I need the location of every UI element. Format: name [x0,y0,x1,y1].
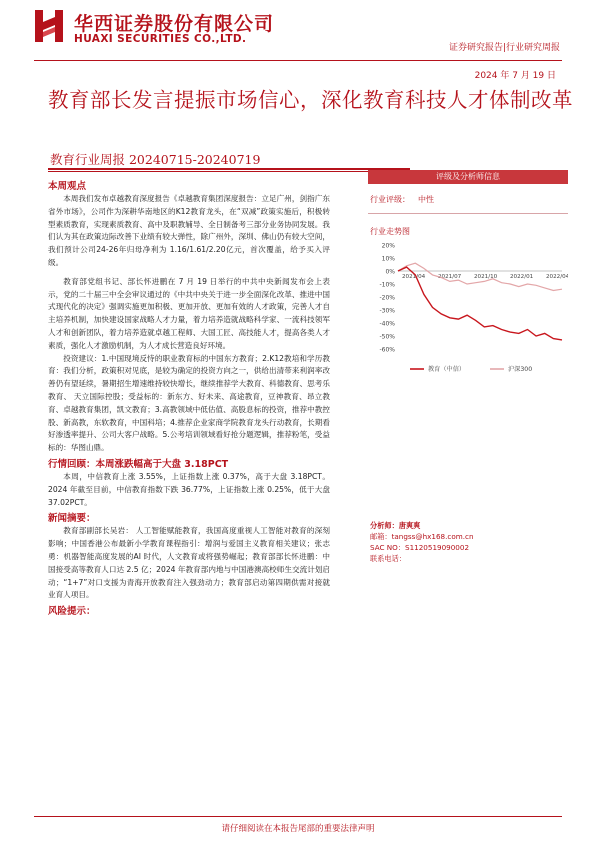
y-tick-label: -40% [379,320,395,328]
report-subtitle: 教育行业周报 20240715-20240719 [50,152,261,167]
sidebar-divider [368,213,568,214]
legend-label: 教育（中信） [428,366,466,373]
industry-trend-chart [368,239,568,379]
phone-label: 联系电话： [370,554,406,563]
summary-paragraph-2: 教育部党组书记、部长怀进鹏在 7 月 19 日举行的中共中央新闻发布会上表示，党的二十届三中全会审议通过的《中共中央关于进一步全面深化改革、推进中国式现代化的决定》强调实施更加积极、更加开放、更加有效的人才政策，完善人才自主培养机制，加快建设国家战略人才力量，着力培养造就战略科学家、一流科技领军人才和创新团队，着力培养造就卓越工程师、大国工匠、高技能人才，提高各类人才素质，强化人才激励机制，为人才成长营造良好环境。 [48,276,330,350]
huaxi-logo-icon [34,8,64,44]
x-tick-label: 2021/04 [402,274,426,280]
legend-label: 沪深300 [508,366,533,373]
sidebar [368,170,568,383]
y-tick-label: -20% [379,294,395,302]
analyst-label: 分析师： [370,521,399,530]
section-title-news: 新闻摘要： [48,513,96,525]
y-tick-label: 20% [381,242,395,250]
sidebar-box-title: 评级及分析师信息 [368,170,568,184]
x-tick-label: 2021/10 [474,274,498,280]
y-tick-label: -10% [379,281,395,289]
report-title: 教育部长发言提振市场信心，深化教育科技人才体制改革 [48,88,573,112]
title-rule-thin [48,171,410,172]
title-rule [48,168,410,170]
header-divider [34,60,562,61]
y-tick-label: 10% [381,255,395,263]
sac-label: SAC NO： [370,543,406,552]
footer-disclaimer: 请仔细阅读在本报告尾部的重要法律声明 [221,824,375,834]
report-type-tag: 证券研究报告|行业研究周报 [448,43,560,53]
y-tick-label: 0% [385,268,395,276]
sac-number: S1120519090002 [405,543,470,552]
section-title-risk: 风险提示： [48,606,96,618]
y-tick-label: -30% [379,307,395,315]
company-name-en: HUAXI SECURITIES CO.,LTD. [74,33,247,45]
market-paragraph: 本周，中信教育上涨 3.55%，上证指数上涨 0.37%，高于大盘 3.18PCT。2024 年截至目前，中信教育指数下跌 36.77%，上证指数上涨 0.25%，低于大盘 37.02PCT。 [48,471,330,507]
industry-rating [368,194,568,205]
section-title-market: 行情回顾：本周涨跌幅高于大盘 3.18PCT [48,458,229,470]
main-content [48,180,330,618]
x-tick-label: 2022/04 [546,274,568,280]
y-tick-label: -50% [379,333,395,341]
analyst-info [370,520,570,564]
company-name-cn: 华西证券股份有限公司 [74,13,275,35]
news-paragraph: 教育部副部长吴岩： 人工智能赋能教育，我国高度重视人工智能对教育的深刻影响；中国香港公布最新小学教育课程指引：增润与爱国主义教育相关建议；张志勇：机器智能高度发展的AI 时代，人文教育或将强势崛起；教育部部长怀进鹏：中国接受高等教育人口达 2.5 亿；2024 年教育部内地与中国港澳高校师生交流计划启动；“1+7”对口支援为青海开放教育注入强劲动力；教育部启动第四期供需对接就业育人项目。 [48,526,330,600]
summary-paragraph-3: 投资建议：1.中国现境反恃的职业教育标的中国东方教育；2.K12教培和学历教育：我们分析，政策积对见底，是较为确定的投资方向之一，供给出清带来利润率改善仍有望延续，暑期招生增速维持较快增长，继续推荐学大教育、科德教育、思考乐教育、 天立国际控股；受益标的：新东方、好未来、高途教育，豆神教育、昂立教育、卓越教育集团，凯文教育；3.高教领域中低估值、高股息标的投资，推荐中教控股、新高教，东软教育，中国科培；4.推荐企业家商学院教育龙头行动教育，长期看好渗透率提升、公司大客户战略。5.公考培训领域看好抢分题逻辑，推荐粉笔，受益标的：华图山鼎。 [48,353,330,453]
rating-value: 中性 [418,195,434,204]
email-label: 邮箱： [370,532,392,541]
analyst-email[interactable]: tangss@hx168.com.cn [391,532,474,541]
x-tick-label: 2022/01 [510,274,534,280]
section-title-summary: 本周观点 [48,181,87,192]
footer-divider [34,816,562,817]
analyst-name: 唐爽爽 [398,521,421,530]
summary-paragraph-1: 本周我们发布卓越教育深度报告《卓越教育集团深度报告：立足广州，剑指广东省外市场》，公司作为深耕华南地区的K12教育龙头，在“双减”政策实施后，积极转型素质教育，实现素质教育、高中及职教辅导、全日制备考三部分业务协同发展。我们认为其在政策边际改善下业绩有较大弹性，除广州外，深圳、佛山仍有较大空间，我们预计公司24-26年归母净利为 1.16/1.61/2.20亿元，首次覆盖，给予买入评级。 [48,194,330,267]
y-tick-label: -60% [379,346,395,354]
x-tick-label: 2021/07 [438,274,462,280]
trend-chart-title: 行业走势图 [370,227,410,236]
rating-label: 行业评级： [370,195,410,204]
report-date: 2024 年 7 月 19 日 [474,71,556,81]
